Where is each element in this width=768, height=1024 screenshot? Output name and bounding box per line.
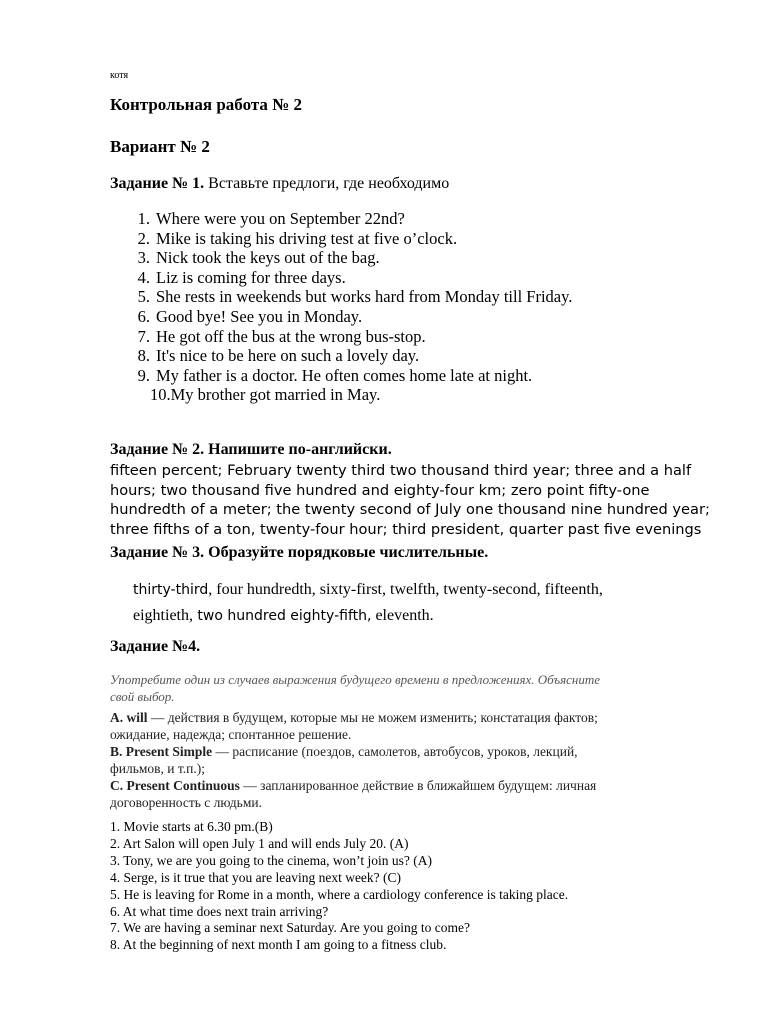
task4-definitions [110, 710, 710, 811]
item-number: 7. [137, 326, 150, 346]
list-item: 7. We are having a seminar next Saturday. Are you going to come? [110, 920, 470, 936]
definition-text: — запланированное действие в ближайшем будущем: личная [239, 777, 597, 793]
item-text: Mike is taking his driving test at five o’clock. [156, 228, 458, 248]
list-item: 4. Serge, is it true that you are leaving next week? (C) [110, 869, 402, 885]
task4-examples [110, 819, 568, 954]
item-number: 2. [137, 228, 150, 248]
definition-text: — расписание (поездов, самолетов, автобусов, уроков, лекций, [212, 743, 578, 759]
item-number: 5. [137, 287, 150, 307]
list-item: 6. At what time does next train arriving? [110, 903, 329, 919]
list-item [130, 248, 572, 268]
item-text: My brother got married in May. [170, 385, 381, 405]
task4-instruction [110, 672, 710, 705]
instruction-line: Употребите один из случаев выражения будущего времени в предложениях. Объясните [110, 672, 601, 687]
list-item [130, 327, 572, 347]
task2-heading: Задание № 2. Напишите по-английски. [110, 441, 392, 458]
definition-text: — действия в будущем, которые мы не можем изменить; констатация фактов; [147, 710, 598, 725]
item-text: It's nice to be here on such a lovely day. [156, 346, 420, 366]
item-text: She rests in weekends but works hard from Monday till Friday. [156, 287, 573, 307]
ordinal-word: eightieth, [133, 607, 193, 624]
list-item: 2. Art Salon will open July 1 and will ends July 20. (A) [110, 835, 409, 851]
list-item [130, 346, 572, 366]
definition-label: B. Present Simple [110, 743, 213, 759]
ordinal-word: two hundred eighty-fifth, [192, 608, 372, 624]
task2-line: fifteen percent; February twenty third two thousand third year; three and a half [110, 462, 692, 479]
author-note: котя [110, 70, 129, 81]
task1-header [110, 175, 449, 193]
list-item [130, 307, 572, 327]
definition-a [110, 710, 710, 727]
task2-body [110, 461, 710, 539]
item-number: 10. [150, 385, 171, 405]
task3-body [133, 577, 713, 629]
item-text: My father is a doctor. He often comes home late at night. [156, 365, 533, 385]
item-text: Nick took the keys out of the bag. [156, 248, 380, 268]
list-item [130, 268, 572, 288]
definition-label: A. will [110, 710, 148, 725]
instruction-line: свой выбор. [110, 688, 175, 704]
item-number: 1. [137, 209, 150, 228]
list-item: 8. At the beginning of next month I am going to a fitness club. [110, 937, 447, 953]
ordinal-words: , four hundredth, sixty-first, twelfth, twenty-second, fifteenth, [208, 581, 603, 598]
definition-c [110, 778, 710, 795]
item-text: Good bye! See you in Monday. [156, 306, 363, 326]
list-item [130, 366, 572, 386]
item-number: 4. [137, 267, 150, 287]
task3-line-2 [133, 603, 713, 629]
task2-line: three fifths of a ton, twenty-four hour; third president, quarter past five evenings [110, 520, 702, 538]
list-item: 3. Tony, we are you going to the cinema, won’t join us? (A) [110, 852, 432, 868]
item-number: 9. [137, 365, 150, 385]
ordinal-word: eleventh. [371, 607, 434, 624]
list-item: 1. Movie starts at 6.30 pm.(B) [110, 819, 273, 834]
item-text: Liz is coming for three days. [156, 267, 346, 287]
task4-heading: Задание №4. [110, 638, 201, 655]
task3-line-1 [133, 577, 713, 603]
item-text: Where were you on September 22nd? [156, 209, 405, 228]
task2-line: hours; two thousand five hundred and eighty-four km; zero point fifty-one [110, 481, 650, 499]
item-text: He got off the bus at the wrong bus-stop. [156, 326, 426, 346]
task1-heading: Задание № 1. [110, 175, 205, 192]
definition-text: ожидание, надежда; спонтанное решение. [110, 726, 352, 742]
list-item [130, 385, 572, 405]
list-item [130, 229, 572, 249]
definition-text: договоренность с людьми. [110, 794, 262, 810]
item-number: 3. [137, 248, 150, 268]
list-item [130, 209, 572, 229]
task1-list [130, 209, 572, 405]
definition-label: C. Present Continuous [110, 777, 240, 793]
definition-text: фильмов, и т.п.); [110, 760, 205, 776]
list-item: 5. He is leaving for Rome in a month, where a cardiology conference is taking place. [110, 886, 569, 902]
variant-heading: Вариант № 2 [110, 137, 210, 156]
item-number: 6. [137, 306, 150, 326]
ordinal-word: thirty-third [133, 582, 209, 598]
item-number: 8. [137, 346, 150, 366]
task3-heading: Задание № 3. Образуйте порядковые числительные. [110, 544, 489, 561]
list-item [130, 287, 572, 307]
page-title: Контрольная работа № 2 [110, 95, 302, 114]
task2-line: hundredth of a meter; the twenty second of July one thousand nine hundred year; [110, 501, 710, 518]
definition-b [110, 744, 710, 761]
task1-instruction: Вставьте предлоги, где необходимо [208, 175, 450, 192]
